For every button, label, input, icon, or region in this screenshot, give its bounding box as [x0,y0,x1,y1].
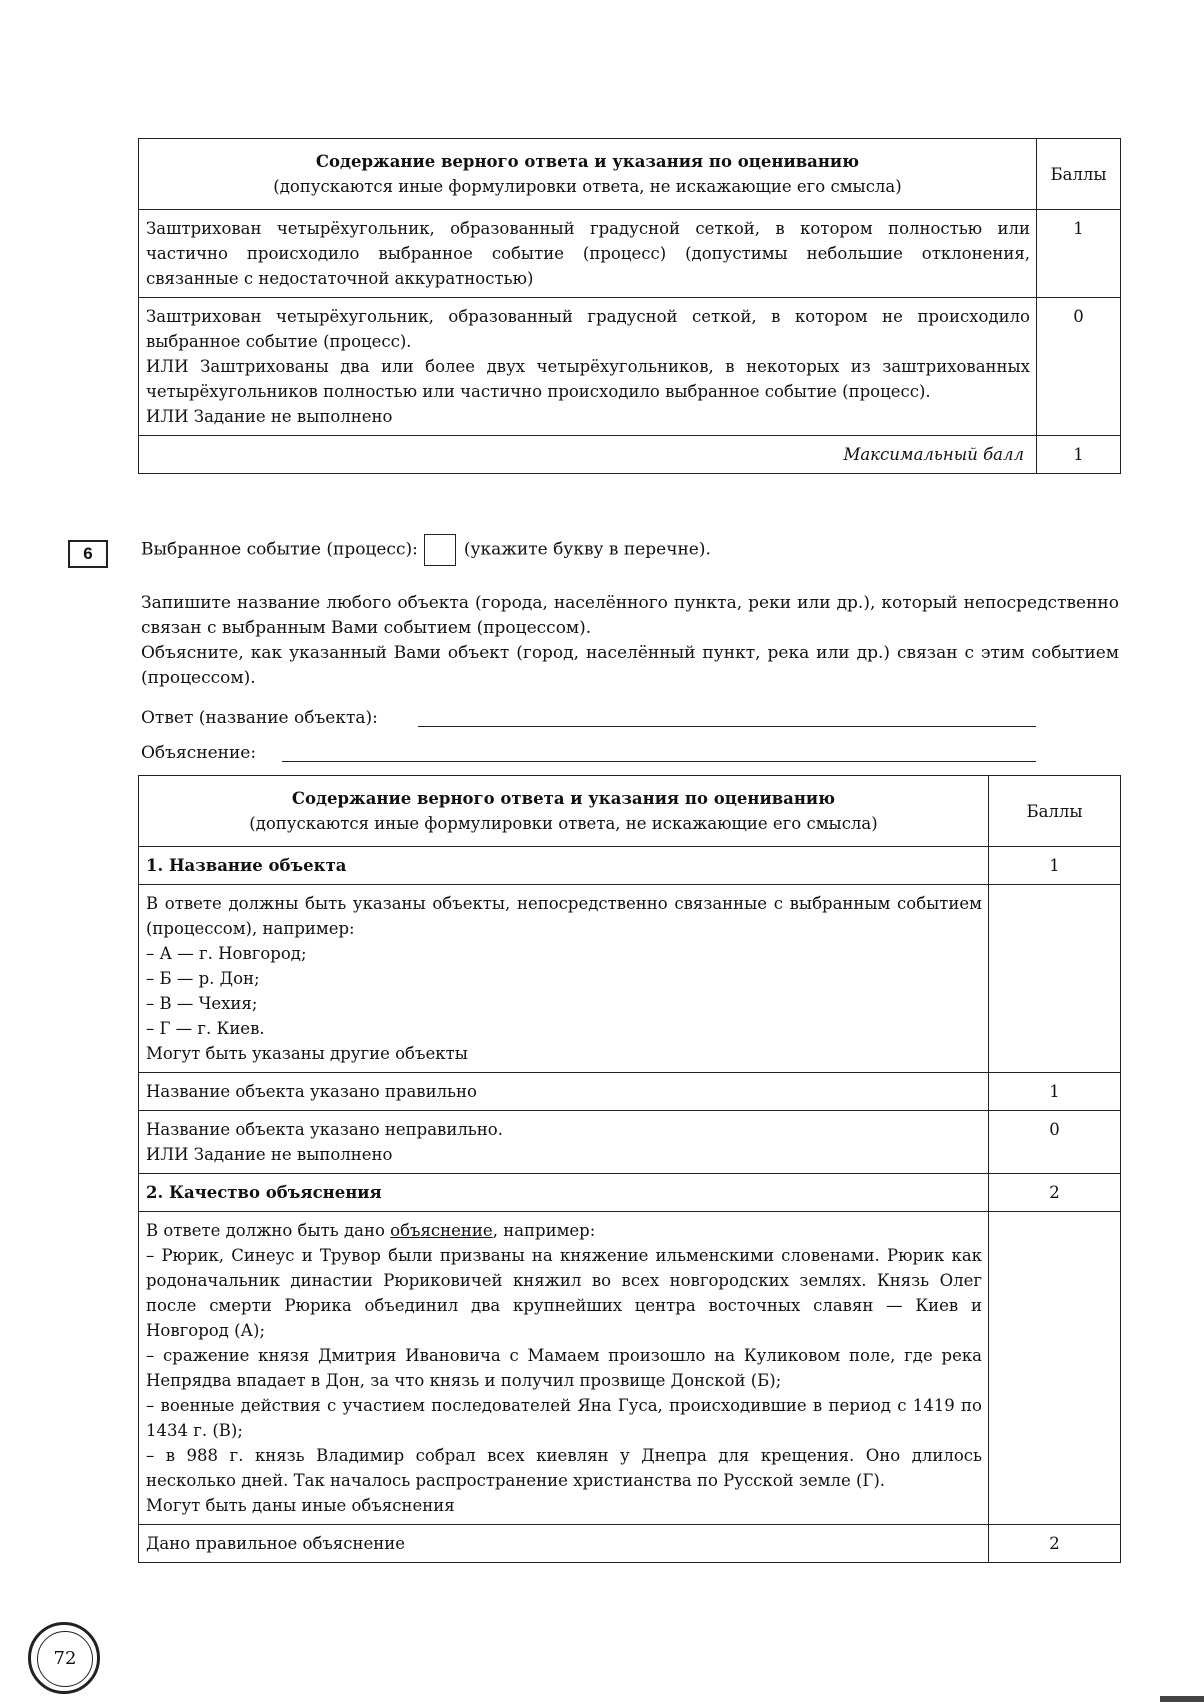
table-header-row [139,776,1121,847]
table-row [139,1073,1121,1111]
example-line: – В — Чехия; [146,994,258,1013]
explanation-line: Могут быть даны иные объяснения [146,1496,455,1515]
example-line: – А — г. Новгород; [146,944,307,963]
task-number-badge: 6 [68,540,108,568]
table-row [139,298,1121,436]
section1-examples [139,885,989,1073]
page-number: 72 [37,1631,93,1687]
criterion-score: 0 [1037,298,1121,436]
criterion-text [139,210,1037,298]
s1-wrong-line: Название объекта указано неправильно. [146,1120,503,1139]
criterion-line: ИЛИ Заштрихованы два или более двух четырёхугольников, в некоторых из заштрихованных четырёхугольников полностью или частично происходило выбранное событие (процесс). [146,357,1036,401]
criterion-line: Заштрихован четырёхугольник, образованный градусной сеткой, в котором не происходило выбранное событие (процесс). [146,307,1036,351]
section2-title: 2. Качество объяснения [139,1174,989,1212]
s1-wrong-line: ИЛИ Задание не выполнено [146,1145,393,1164]
s2-intro-underlined: объяснение [390,1221,493,1240]
selected-event-line [141,534,711,566]
header-subtitle: (допускаются иные формулировки ответа, не искажающие его смысла) [273,177,902,196]
s1-correct-text: Название объекта указано правильно [139,1073,989,1111]
table-row [139,210,1121,298]
s1-wrong-score: 0 [989,1111,1121,1174]
s2-intro-post: , например: [492,1221,596,1240]
header-title: Содержание верного ответа и указания по оцениванию [291,789,836,808]
table-row [139,1212,1121,1525]
s1-correct-score: 1 [989,1073,1121,1111]
header-title: Содержание верного ответа и указания по оцениванию [315,152,860,171]
criterion-line: Заштрихован четырёхугольник, образованный градусной сеткой, в котором полностью или частично происходило выбранное событие (процесс) (допустимы небольшие отклонения, связанные с недостаточной аккуратностью) [146,219,1036,288]
grading-table-2 [138,775,1121,1563]
max-score-row [139,436,1121,474]
table-header-row [139,139,1121,210]
explanation-line: – в 988 г. князь Владимир собрал всех киевлян у Днепра для крещения. Оно длилось несколько дней. Так началось распространение христианства по Русской земле (Г). [146,1446,988,1490]
section2-examples [139,1212,989,1525]
instruction-1: Запишите название любого объекта (города, населённого пункта, реки или др.), который непосредственно связан с выбранным Вами событием (процессом). [141,593,1125,638]
section-row [139,1174,1121,1212]
grading-table-1 [138,138,1121,474]
explanation-line: – Рюрик, Синеус и Трувор были призваны на княжение ильменскими словенами. Рюрик как родоначальник династии Рюриковичей княжил во всех новгородских землях. Князь Олег после смерти Рюрика объединил два крупнейших центра восточных славян — Киев и Новгород (А); [146,1246,988,1340]
example-line: В ответе должны быть указаны объекты, непосредственно связанные с выбранным событием (процессом), например: [146,894,988,938]
header-score: Баллы [989,776,1121,847]
criterion-text [139,298,1037,436]
section-row [139,847,1121,885]
table-row [139,1111,1121,1174]
instruction-paragraph [141,591,1125,691]
header-score: Баллы [1037,139,1121,210]
section2-score: 2 [989,1174,1121,1212]
page-number-badge [28,1622,100,1694]
example-line: Могут быть указаны другие объекты [146,1044,468,1063]
s2-intro [146,1218,982,1243]
explanation-input-line[interactable] [282,761,1036,762]
example-line: – Г — г. Киев. [146,1019,265,1038]
s2-intro-pre: В ответе должно быть дано [146,1221,391,1240]
section1-title: 1. Название объекта [139,847,989,885]
answer-field-label: Ответ (название объекта): [141,708,378,728]
header-criteria [139,139,1037,210]
instruction-2: Объясните, как указанный Вами объект (город, населённый пункт, река или др.) связан с этим событием (процессом). [141,643,1125,688]
explanation-line: – сражение князя Дмитрия Ивановича с Мамаем произошло на Куликовом поле, где река Непрядва впадает в Дон, за что князь и получил прозвище Донской (Б); [146,1346,988,1390]
criterion-score: 1 [1037,210,1121,298]
selected-event-hint: (укажите букву в перечне). [463,539,711,560]
s2-correct-text: Дано правильное объяснение [139,1525,989,1563]
explanation-field-label: Объяснение: [141,743,257,763]
table-row [139,885,1121,1073]
max-score-label: Максимальный балл [139,436,1037,474]
selected-letter-box[interactable] [424,534,456,566]
table-row [139,1525,1121,1563]
example-line: – Б — р. Дон; [146,969,260,988]
corner-mark [1160,1696,1204,1702]
header-subtitle: (допускаются иные формулировки ответа, не искажающие его смысла) [249,814,878,833]
answer-input-line[interactable] [418,726,1036,727]
s1-wrong-text [139,1111,989,1174]
explanation-line: – военные действия с участием последователей Яна Гуса, происходившие в период с 1419 по 1434 г. (В); [146,1396,988,1440]
header-criteria [139,776,989,847]
section1-score: 1 [989,847,1121,885]
s2-correct-score: 2 [989,1525,1121,1563]
empty-score-cell [989,885,1121,1073]
empty-score-cell [989,1212,1121,1525]
max-score-value: 1 [1037,436,1121,474]
selected-event-label: Выбранное событие (процесс): [141,539,418,560]
criterion-line: ИЛИ Задание не выполнено [146,407,393,426]
